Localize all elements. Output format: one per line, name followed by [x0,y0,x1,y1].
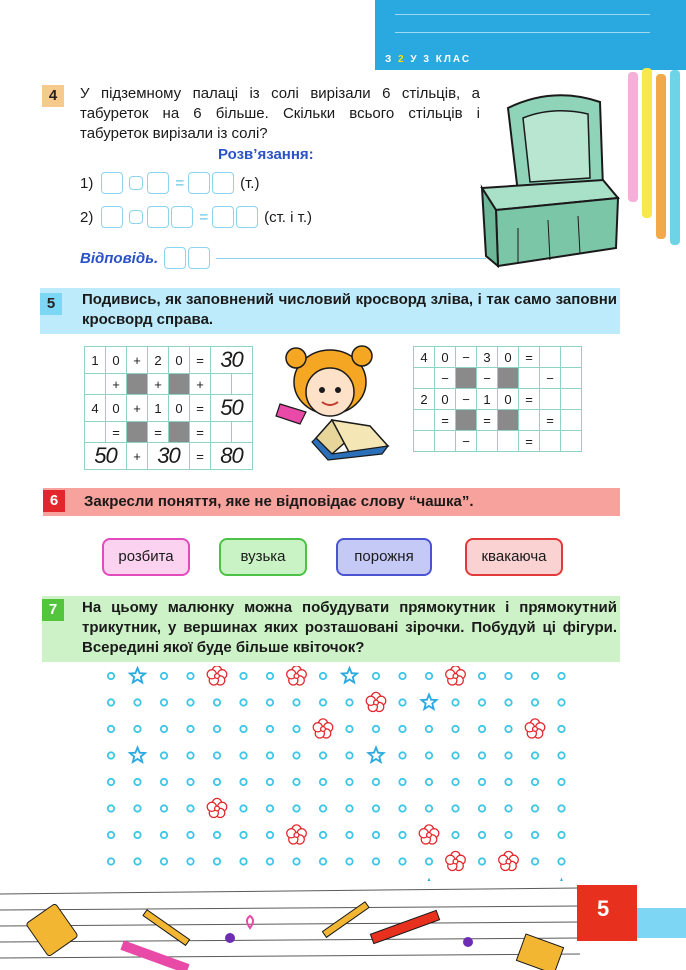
grid-dot[interactable] [452,699,458,705]
grid-dot[interactable] [532,752,538,758]
crossword-cell: 0 [435,389,456,410]
grid-dot[interactable] [505,726,511,732]
grid-dot[interactable] [187,858,193,864]
grid-dot[interactable] [558,673,564,679]
crossword-cell: = [435,410,456,431]
grid-dot[interactable] [187,673,193,679]
crossword-cell [169,374,190,395]
grid-dot[interactable] [505,779,511,785]
grid-dot[interactable] [346,779,352,785]
grid-dot[interactable] [320,673,326,679]
grid-dot[interactable] [293,752,299,758]
crossword-cell: 1 [477,389,498,410]
crossword-cell: 2 [414,389,435,410]
grid-dot[interactable] [452,779,458,785]
crossword-left [84,346,253,470]
task5-text: Подивись, як заповнений числовий кросворд зліва, і так само заповни кросворд справа. [82,291,617,328]
crossword-cell[interactable] [477,431,498,452]
grid-dot[interactable] [161,673,167,679]
page-number: 5 [597,896,610,921]
crossword-cell[interactable] [540,431,561,452]
solution-title: Розв’язання: [218,146,314,163]
option-chip[interactable]: квакаюча [465,538,563,576]
grid-dot[interactable] [558,779,564,785]
crossword-cell: 0 [498,389,519,410]
grid-dot[interactable] [108,673,114,679]
grid-dot[interactable] [214,779,220,785]
unit-label: (т.) [240,174,260,192]
task7-text: На цьому малюнку можна побудувати прямокутник і прямокутний трикутник, у вершинах яких розташовані зірочки. Побудуй ці фігури. Всередині якої буде більше квіточок? [82,599,617,656]
grid-dot[interactable] [134,832,140,838]
grid-dot[interactable] [320,699,326,705]
grid-dot[interactable] [426,726,432,732]
option-chip[interactable]: вузька [219,538,307,576]
answer-line[interactable] [216,258,486,259]
crossword-cell: 0 [106,395,127,422]
answer-box[interactable] [212,172,234,194]
flower-icon [366,692,386,711]
crossword-row [85,374,253,395]
grid-dot[interactable] [240,858,246,864]
grid-dot[interactable] [426,673,432,679]
grid-dot[interactable] [558,832,564,838]
crossword-cell: = [190,422,211,443]
grid-dot[interactable] [267,779,273,785]
grid-dot[interactable] [346,726,352,732]
crossword-cell: + [148,374,169,395]
crossword-cell: = [519,347,540,368]
grid-dot[interactable] [293,858,299,864]
grid-dot[interactable] [452,832,458,838]
crossword-cell [498,410,519,431]
crossword-cell[interactable] [211,374,232,395]
crossword-cell: − [540,368,561,389]
grid-dot[interactable] [399,726,405,732]
answer-box[interactable] [101,172,123,194]
grid-dot[interactable] [426,779,432,785]
flower-icon [499,851,519,870]
crossword-cell: 30 [148,443,190,470]
grid-dot[interactable] [505,832,511,838]
crossword-cell: 0 [498,347,519,368]
grid-dot[interactable] [134,726,140,732]
grid-dot[interactable] [505,673,511,679]
task-number-4: 4 [42,85,64,107]
grid-dot[interactable] [187,752,193,758]
crossword-cell: = [106,422,127,443]
grid-dot[interactable] [558,858,564,864]
crossword-cell: + [127,395,148,422]
grid-dot[interactable] [532,805,538,811]
grid-dot[interactable] [399,858,405,864]
crossword-row [414,347,582,368]
operator-box[interactable] [129,210,143,224]
crossword-cell: 4 [85,395,106,422]
grid-dot[interactable] [346,699,352,705]
grid-dot[interactable] [108,699,114,705]
chair-illustration [478,88,628,273]
flower-icon [287,825,307,844]
answer-box[interactable] [212,206,234,228]
grid-dot[interactable] [399,699,405,705]
grid-dot[interactable] [373,673,379,679]
flower-icon [313,719,333,738]
star-icon[interactable] [368,748,383,763]
crossword-cell: = [519,431,540,452]
grid-dot[interactable] [161,726,167,732]
task-number-7: 7 [42,599,64,621]
answer-box[interactable] [236,206,258,228]
grid-dot[interactable] [108,726,114,732]
grid-dot[interactable] [293,726,299,732]
task4-text: У підземному палаці із солі вирізали 6 стільців, а табуреток на 6 більше. Скільки всього стільців і табуреток вирізали із солі? [80,85,480,142]
grid-dot[interactable] [479,779,485,785]
grid-dot[interactable] [346,832,352,838]
crossword-cell[interactable] [519,368,540,389]
grid-dot[interactable] [267,726,273,732]
crossword-cell: 1 [85,347,106,374]
grid-dot[interactable] [214,832,220,838]
grid-dot[interactable] [108,752,114,758]
crossword-row [85,443,253,470]
crossword-cell: 0 [106,347,127,374]
row-label: 1) [80,174,94,192]
grid-dot[interactable] [320,858,326,864]
grid-dot[interactable] [187,699,193,705]
crossword-cell[interactable] [435,431,456,452]
crossword-cell[interactable] [414,410,435,431]
crossword-cell: − [477,368,498,389]
crossword-cell[interactable] [414,431,435,452]
crossword-cell[interactable] [232,374,253,395]
crossword-cell: = [148,422,169,443]
grid-dot[interactable] [558,752,564,758]
grid-dot[interactable] [346,752,352,758]
crossword-cell: 4 [414,347,435,368]
grid-dot[interactable] [240,726,246,732]
crossword-row [414,389,582,410]
grid-dot[interactable] [426,752,432,758]
crossword-cell[interactable] [498,431,519,452]
answer-box[interactable] [147,206,169,228]
crossword-cell: 2 [148,347,169,374]
star-icon[interactable] [342,668,357,683]
operator-box[interactable] [129,176,143,190]
crossword-row [85,347,253,374]
flower-icon [287,666,307,685]
header-line [395,32,650,33]
crossword-cell: + [127,347,148,374]
grid-dot[interactable] [320,805,326,811]
crossword-cell: = [477,410,498,431]
grid-dot[interactable] [373,805,379,811]
crossword-cell [456,368,477,389]
grid-dot[interactable] [161,805,167,811]
task-number-6: 6 [43,490,65,512]
task-number-5: 5 [40,293,62,315]
grid-dot[interactable] [320,779,326,785]
grid-dot[interactable] [452,726,458,732]
grid-dot[interactable] [373,779,379,785]
crossword-cell [127,422,148,443]
crossword-cell: 30 [211,347,253,374]
grid-dot[interactable] [346,858,352,864]
grid-dot[interactable] [240,673,246,679]
grid-dot[interactable] [267,805,273,811]
answer-box[interactable] [164,247,186,269]
grid-dot[interactable] [267,858,273,864]
answer-box[interactable] [101,206,123,228]
crossword-cell: 50 [211,395,253,422]
grid-dot[interactable] [399,673,405,679]
unit-label: (ст. і т.) [264,208,313,226]
dot-grid[interactable] [95,666,585,881]
answer-box[interactable] [188,172,210,194]
grid-dot[interactable] [320,832,326,838]
crossword-cell[interactable] [211,422,232,443]
grid-dot[interactable] [214,752,220,758]
grid-dot[interactable] [240,752,246,758]
grid-dot[interactable] [373,832,379,838]
crossword-cell: 50 [85,443,127,470]
task6-text: Закресли поняття, яке не відповідає слову “чашка”. [84,493,474,510]
crossword-cell[interactable] [414,368,435,389]
crossword-cell[interactable] [561,389,582,410]
grid-dot[interactable] [240,699,246,705]
star-icon[interactable] [130,668,145,683]
crossword-row [414,410,582,431]
grid-dot[interactable] [479,699,485,705]
grid-dot[interactable] [161,779,167,785]
option-chip[interactable]: розбита [102,538,190,576]
flower-icon [446,666,466,685]
grid-dot[interactable] [161,832,167,838]
crossword-cell: − [456,347,477,368]
crossword-cell[interactable] [561,431,582,452]
crossword-cell: − [456,389,477,410]
grid-dot[interactable] [240,779,246,785]
grid-dot[interactable] [426,805,432,811]
header-line [395,14,650,15]
grid-dot[interactable] [426,858,432,864]
grid-dot[interactable] [214,699,220,705]
flower-icon [419,825,439,844]
crossword-cell: = [190,395,211,422]
grid-dot[interactable] [479,832,485,838]
crossword-cell: = [540,410,561,431]
crossword-cell[interactable] [85,374,106,395]
grid-dot[interactable] [134,699,140,705]
grid-dot[interactable] [134,779,140,785]
grid-dot[interactable] [267,699,273,705]
grid-dot[interactable] [293,805,299,811]
crossword-right [413,346,582,452]
flower-icon [207,666,227,685]
crossword-row [85,422,253,443]
grid-dot[interactable] [161,858,167,864]
crossword-cell [498,368,519,389]
crossword-row [414,368,582,389]
color-bars-decoration [626,68,686,248]
crossword-cell: + [106,374,127,395]
grid-dot[interactable] [134,805,140,811]
grid-dot[interactable] [452,805,458,811]
crossword-cell [127,374,148,395]
grid-dot[interactable] [532,779,538,785]
grid-dot[interactable] [214,726,220,732]
grid-dot[interactable] [161,752,167,758]
star-icon[interactable] [130,748,145,763]
grid-dot[interactable] [267,752,273,758]
grid-dot[interactable] [399,752,405,758]
crossword-cell: 80 [211,443,253,470]
grid-dot[interactable] [214,858,220,864]
option-chip[interactable]: порожня [336,538,432,576]
grid-dot[interactable] [479,673,485,679]
flower-icon [525,719,545,738]
grid-dot[interactable] [108,832,114,838]
grid-dot[interactable] [479,805,485,811]
answer-box[interactable] [188,247,210,269]
grid-dot[interactable] [532,699,538,705]
grid-dot[interactable] [320,752,326,758]
grid-dot[interactable] [479,726,485,732]
grid-dot[interactable] [399,832,405,838]
solution-row-1 [80,170,259,196]
crossword-cell: + [127,443,148,470]
grid-dot[interactable] [373,726,379,732]
equals-sign: = [175,174,185,192]
crossword-cell[interactable] [561,410,582,431]
grid-dot[interactable] [161,699,167,705]
crossword-cell[interactable] [561,347,582,368]
crossword-cell: 0 [169,395,190,422]
grid-dot[interactable] [479,752,485,758]
grid-dot[interactable] [293,699,299,705]
grid-dot[interactable] [240,832,246,838]
crossword-cell: 0 [169,347,190,374]
header-label: З 2 У 3 КЛАС [385,54,472,65]
star-icon[interactable] [421,695,436,710]
solution-row-2 [80,204,312,230]
flower-icon [446,851,466,870]
grid-dot[interactable] [505,805,511,811]
crossword-row [414,431,582,452]
crossword-cell[interactable] [540,389,561,410]
grid-dot[interactable] [558,805,564,811]
grid-dot[interactable] [479,858,485,864]
grid-dot[interactable] [558,726,564,732]
girl-reading-illustration [270,342,400,462]
grid-dot[interactable] [558,699,564,705]
grid-dot[interactable] [108,779,114,785]
grid-dot[interactable] [134,858,140,864]
crossword-cell: − [435,368,456,389]
answer-label: Відповідь. [80,249,159,267]
equals-sign: = [199,208,209,226]
grid-dot[interactable] [373,858,379,864]
crossword-cell: 3 [477,347,498,368]
crossword-cell[interactable] [232,422,253,443]
crossword-row [85,395,253,422]
answer-box[interactable] [171,206,193,228]
grid-dot[interactable] [187,832,193,838]
grid-dot[interactable] [187,805,193,811]
crossword-cell[interactable] [561,368,582,389]
grid-dot[interactable] [267,832,273,838]
row-label: 2) [80,208,94,226]
crossword-cell: + [190,374,211,395]
grid-dot[interactable] [452,752,458,758]
answer-row [80,247,486,269]
crossword-cell: 0 [435,347,456,368]
answer-box[interactable] [147,172,169,194]
crossword-cell [169,422,190,443]
grid-dot[interactable] [532,832,538,838]
crossword-cell: − [456,431,477,452]
grid-dot[interactable] [505,752,511,758]
grid-dot[interactable] [399,779,405,785]
grid-dot[interactable] [532,673,538,679]
crossword-cell: 1 [148,395,169,422]
crossword-cell: = [190,443,211,470]
crossword-cell: = [519,389,540,410]
crossword-cell [456,410,477,431]
crossword-cell: = [190,347,211,374]
grid-dot[interactable] [187,726,193,732]
grid-dot[interactable] [187,779,193,785]
crossword-cell[interactable] [540,347,561,368]
grid-dot[interactable] [293,779,299,785]
grid-dot[interactable] [108,805,114,811]
grid-dot[interactable] [108,858,114,864]
flower-icon [207,798,227,817]
crossword-cell[interactable] [85,422,106,443]
grid-dot[interactable] [240,805,246,811]
crossword-cell[interactable] [519,410,540,431]
grid-dot[interactable] [267,673,273,679]
grid-dot[interactable] [346,805,352,811]
grid-dot[interactable] [399,805,405,811]
grid-dot[interactable] [505,699,511,705]
grid-dot[interactable] [532,858,538,864]
